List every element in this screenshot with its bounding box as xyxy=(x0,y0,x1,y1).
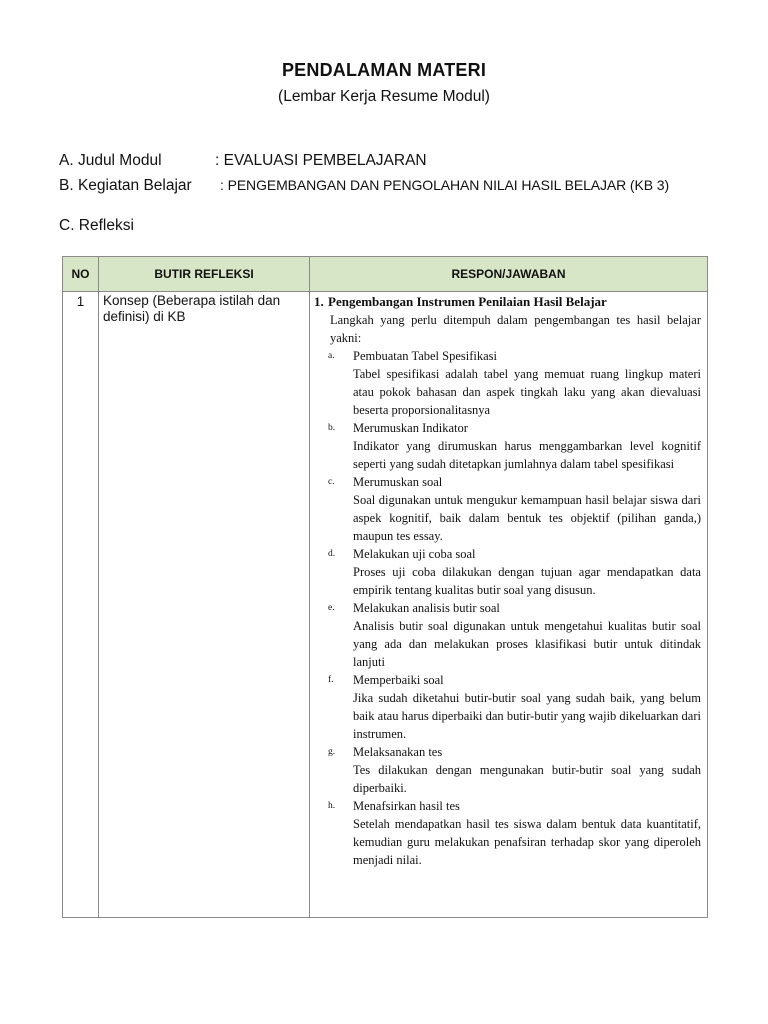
refleksi-table xyxy=(62,256,708,918)
butir-refleksi-cell: Konsep (Beberapa istilah dan definisi) di KB xyxy=(99,292,310,918)
kegiatan-label: B. Kegiatan Belajar xyxy=(59,177,192,194)
step-letter: g. xyxy=(328,747,336,757)
row-number: 1 xyxy=(63,292,99,918)
list-item xyxy=(314,419,701,473)
section-heading xyxy=(314,293,701,311)
list-item xyxy=(314,797,701,869)
step-title: Menafsirkan hasil tes xyxy=(353,799,460,813)
step-description: Soal digunakan untuk mengukur kemampuan hasil belajar siswa dari aspek kognitif, baik dalam bentuk tes objektif (pilihan ganda,) maupun tes essay. xyxy=(353,493,701,543)
step-description: Jika sudah diketahui butir-butir soal yang sudah baik, yang belum baik atau harus diperbaiki dan butir-butir yang wajib dikeluarkan dari instrumen. xyxy=(353,691,701,741)
header-no: NO xyxy=(63,257,99,292)
judul-label: A. Judul Modul xyxy=(59,152,162,169)
step-letter: a. xyxy=(328,351,335,361)
step-letter: c. xyxy=(328,477,335,487)
refleksi-heading: C. Refleksi xyxy=(59,217,134,234)
section-title: Pengembangan Instrumen Penilaian Hasil Belajar xyxy=(328,294,607,309)
step-description: Indikator yang dirumuskan harus menggambarkan level kognitif seperti yang sudah ditetapkan jumlahnya dalam tabel spesifikasi xyxy=(353,439,701,471)
header-respon-jawaban: RESPON/JAWABAN xyxy=(310,257,708,292)
step-description: Analisis butir soal digunakan untuk mengetahui kualitas butir soal yang ada dan melakukan proses klasifikasi butir untuk ditindak lanjuti xyxy=(353,619,701,669)
step-description: Tes dilakukan dengan mengunakan butir-butir soal yang sudah diperbaiki. xyxy=(353,763,701,795)
table-header-row xyxy=(63,257,708,292)
table-row xyxy=(63,292,708,918)
step-letter: d. xyxy=(328,549,336,559)
step-description: Setelah mendapatkan hasil tes siswa dalam bentuk data kuantitatif, kemudian guru melakukan penafsiran terhadap skor yang diperoleh menjadi nilai. xyxy=(353,817,701,867)
field-kegiatan-belajar xyxy=(59,177,669,195)
step-letter: e. xyxy=(328,603,335,613)
step-title: Melakukan analisis butir soal xyxy=(353,601,500,615)
step-title: Pembuatan Tabel Spesifikasi xyxy=(353,349,498,363)
page-subtitle: (Lembar Kerja Resume Modul) xyxy=(278,88,490,105)
step-title: Merumuskan Indikator xyxy=(353,421,468,435)
step-letter: h. xyxy=(328,801,336,811)
section-number: 1. xyxy=(314,294,324,309)
judul-value: : EVALUASI PEMBELAJARAN xyxy=(215,152,427,169)
list-item xyxy=(314,545,701,599)
list-item xyxy=(314,347,701,419)
respon-cell xyxy=(310,292,708,918)
page-title: PENDALAMAN MATERI xyxy=(281,60,487,80)
list-item xyxy=(314,599,701,671)
steps-list xyxy=(314,347,701,869)
list-item xyxy=(314,473,701,545)
header-butir-refleksi: BUTIR REFLEKSI xyxy=(99,257,310,292)
kegiatan-value: : PENGEMBANGAN DAN PENGOLAHAN NILAI HASIL BELAJAR (KB 3) xyxy=(220,177,670,193)
step-title: Melakukan uji coba soal xyxy=(353,547,476,561)
step-description: Tabel spesifikasi adalah tabel yang memuat ruang lingkup materi atau pokok bahasan dan aspek tingkah laku yang akan dievaluasi beserta proporsionalitasnya xyxy=(353,367,701,417)
step-title: Melaksanakan tes xyxy=(353,745,443,759)
step-letter: b. xyxy=(328,423,336,433)
list-item xyxy=(314,671,701,743)
step-description: Proses uji coba dilakukan dengan tujuan agar mendapatkan data empirik tentang kualitas butir soal yang disusun. xyxy=(353,565,701,597)
step-title: Memperbaiki soal xyxy=(353,673,444,687)
list-item xyxy=(314,743,701,797)
step-title: Merumuskan soal xyxy=(353,475,443,489)
step-letter: f. xyxy=(328,675,334,685)
field-judul-modul xyxy=(59,152,427,170)
intro-text: Langkah yang perlu ditempuh dalam pengembangan tes hasil belajar yakni: xyxy=(330,313,701,345)
